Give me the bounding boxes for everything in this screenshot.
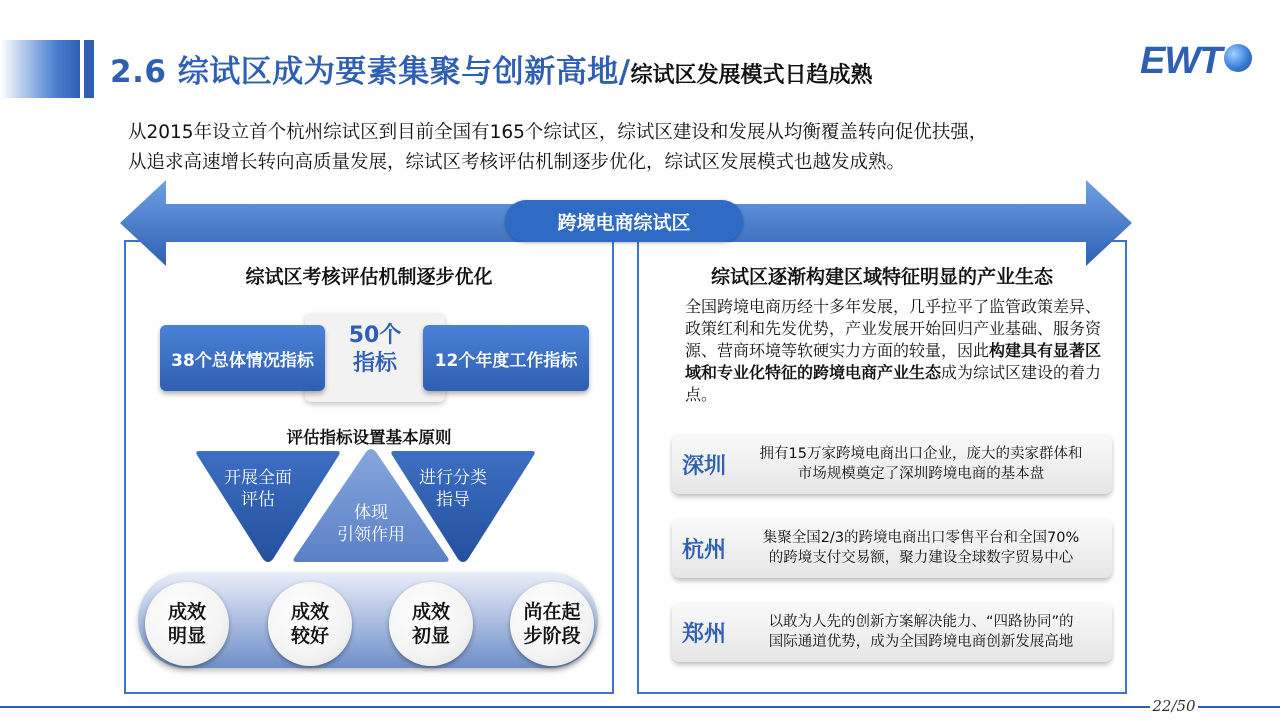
- city-2-line-2: 的跨境支付交易额，聚力建设全球数字贸易中心: [768, 550, 1074, 566]
- stage-1-line-1: 成效: [167, 601, 206, 623]
- intro-line-1: 从2015年设立首个杭州综试区到目前全国有165个综试区，综试区建设和发展从均衡覆盖转向促优扶强，: [128, 122, 988, 143]
- city-card-zhengzhou: [672, 602, 1112, 662]
- city-description: [740, 602, 1102, 662]
- desc-bold: 构建具有显著区域和专业化特征的跨境电商产业生态: [685, 341, 1102, 382]
- intro-line-2: 从追求高速增长转向高质量发展，综试区考核评估机制逐步优化，综试区发展模式也越发成熟。: [128, 152, 906, 173]
- triangle-1-line-2: 评估: [241, 490, 275, 510]
- triangle-3-line-2: 指导: [436, 490, 470, 510]
- right-panel-heading: 综试区逐渐构建区域特征明显的产业生态: [710, 266, 1053, 288]
- city-3-line-2: 国际通道优势，成为全国跨境电商创新发展高地: [768, 634, 1074, 650]
- city-3-line-1: 以敢为人先的创新方案解决能力、“四路协同”的: [768, 614, 1074, 630]
- city-name: 深圳: [682, 453, 727, 479]
- stage-circle: [389, 582, 473, 666]
- indicator-left-box: 38个总体情况指标: [160, 325, 325, 391]
- city-card-hangzhou: [672, 518, 1112, 578]
- triangle-1-line-1: 开展全面: [224, 468, 292, 488]
- stage-1-line-2: 明显: [167, 625, 206, 647]
- indicator-center-line-1: 50个: [348, 323, 402, 348]
- city-description: [740, 518, 1102, 578]
- stage-2-line-2: 较好: [290, 625, 329, 647]
- stage-circle: [510, 582, 594, 666]
- principles-heading: 评估指标设置基本原则: [286, 428, 452, 447]
- page-title: [110, 46, 873, 96]
- triangle-classified-label: [398, 467, 508, 511]
- triangle-comprehensive-label: [203, 467, 313, 511]
- city-1-line-1: 拥有15万家跨境电商出口企业，庞大的卖家群体和: [759, 446, 1083, 462]
- indicator-right-box: 12个年度工作指标: [423, 325, 589, 391]
- indicator-center-label: [330, 322, 420, 378]
- globe-icon: [1224, 44, 1252, 72]
- triangle-2-line-2: 引领作用: [337, 525, 405, 545]
- city-description: [740, 434, 1102, 494]
- arrow-label: 跨境电商综试区: [505, 200, 743, 242]
- stage-3-line-2: 初显: [411, 625, 450, 647]
- logo-text: EWT: [1140, 40, 1222, 82]
- city-name: 杭州: [682, 537, 727, 563]
- indicator-center-line-2: 指标: [352, 351, 397, 376]
- stage-4-line-2: 步阶段: [523, 625, 581, 647]
- intro-paragraph: [128, 118, 1128, 178]
- desc-normal: 全国跨境电商历经十多年发展，几乎拉平了监管政策差异、政策红利和先发优势，产业发展开始回归产业基础、服务资源、营商环境等软硬实力方面的较量，因此: [685, 297, 1102, 360]
- footer-line-right: [1198, 706, 1280, 708]
- stage-circle: [145, 582, 229, 666]
- header-decor-bar: [0, 40, 80, 98]
- page-title-main: 2.6 综试区成为要素集聚与创新高地/: [110, 54, 631, 90]
- city-1-line-2: 市场规模奠定了深圳跨境电商的基本盘: [797, 466, 1045, 482]
- page-title-sub: 综试区发展模式日趋成熟: [630, 63, 873, 88]
- city-name: 郑州: [682, 621, 727, 647]
- city-2-line-1: 集聚全国2/3的跨境电商出口零售平台和全国70%: [762, 530, 1080, 546]
- header-decor-stripe: [84, 40, 94, 98]
- stage-2-line-1: 成效: [290, 601, 329, 623]
- ewt-logo: [1140, 38, 1255, 84]
- desc-tail: 成为综试区建设的着力点。: [685, 363, 1102, 404]
- city-card-shenzhen: [672, 434, 1112, 494]
- page-number: 22/50: [1152, 697, 1196, 715]
- right-panel-description: [685, 296, 1105, 406]
- stage-4-line-1: 尚在起: [523, 601, 581, 623]
- stage-circle: [268, 582, 352, 666]
- footer-line: [0, 706, 1150, 708]
- stage-3-line-1: 成效: [411, 601, 450, 623]
- triangle-2-line-1: 体现: [354, 503, 388, 523]
- left-panel-heading: 综试区考核评估机制逐步优化: [245, 266, 493, 288]
- triangle-3-line-1: 进行分类: [419, 468, 487, 488]
